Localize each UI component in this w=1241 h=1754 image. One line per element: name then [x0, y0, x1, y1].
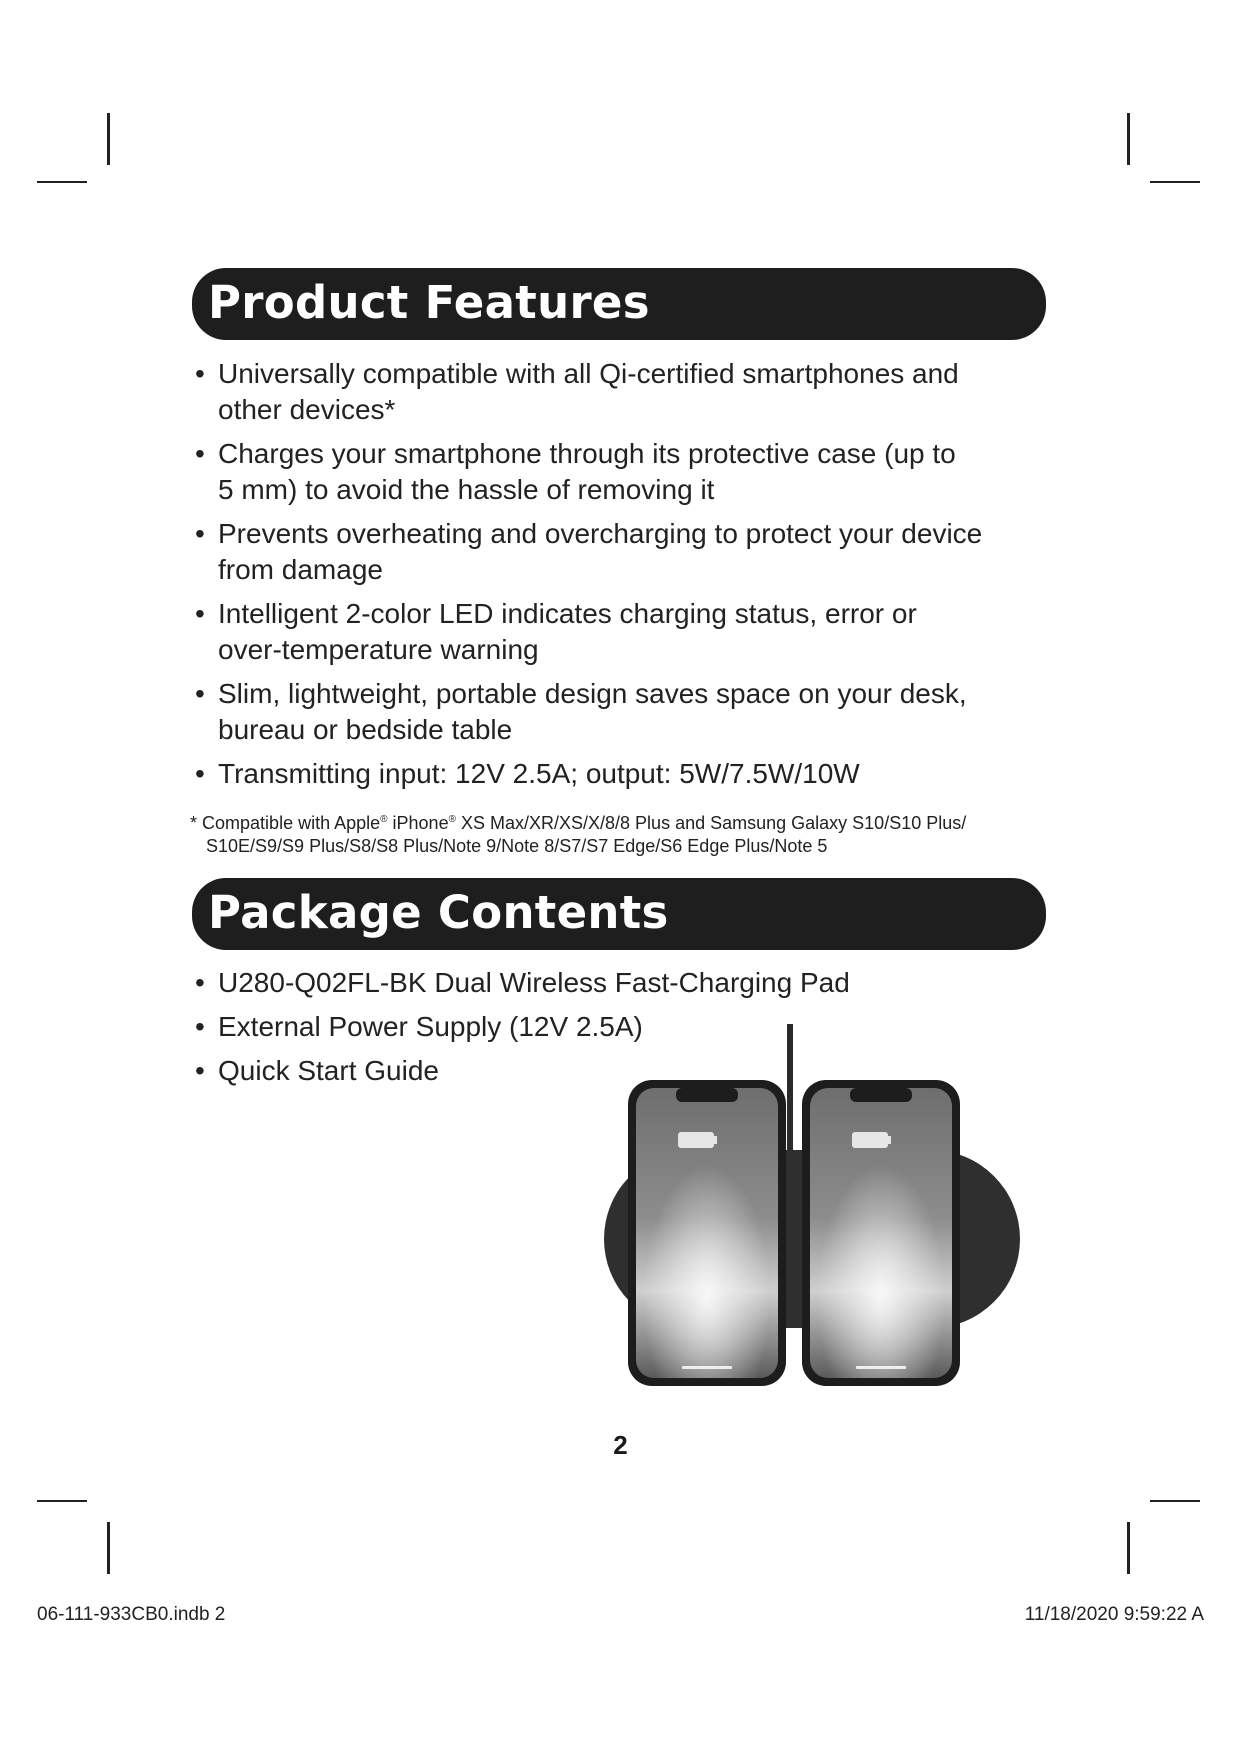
package-item: • External Power Supply (12V 2.5A) — [195, 1009, 850, 1045]
feature-item: • Universally compatible with all Qi-certified smartphones and other devices* — [195, 356, 982, 428]
compatibility-footnote: * Compatible with Apple® iPhone® XS Max/XR/XS/X/8/8 Plus and Samsung Galaxy S10/S10 Plus/ S10E/S9/S9 Plus/S8/S8 Plus/Note 9/Note 8/S7/S7 Edge/S6 Edge Plus/Note 5 — [190, 813, 967, 856]
package-item: • Quick Start Guide — [195, 1053, 850, 1089]
crop-mark — [1150, 1500, 1200, 1502]
crop-mark — [1127, 113, 1130, 165]
phone-right — [802, 1080, 960, 1386]
package-contents-banner — [192, 878, 1046, 950]
phone-left — [628, 1080, 786, 1386]
feature-item: • Transmitting input: 12V 2.5A; output: 5W/7.5W/10W — [195, 756, 982, 792]
feature-item: • Prevents overheating and overcharging to protect your device from damage — [195, 516, 982, 588]
product-features-banner — [192, 268, 1046, 340]
power-cable — [787, 1024, 793, 1164]
feature-item: • Charges your smartphone through its protective case (up to 5 mm) to avoid the hassle of removing it — [195, 436, 982, 508]
charging-pad-photo — [598, 1020, 1038, 1400]
crop-mark — [107, 1522, 110, 1574]
feature-item: • Intelligent 2-color LED indicates charging status, error or over-temperature warning — [195, 596, 982, 668]
crop-mark — [37, 181, 87, 183]
package-contents-heading: Package Contents — [208, 886, 669, 939]
package-item: • U280-Q02FL-BK Dual Wireless Fast-Charging Pad — [195, 965, 850, 1001]
page-number: 2 — [613, 1430, 628, 1460]
feature-item: • Slim, lightweight, portable design saves space on your desk, bureau or bedside table — [195, 676, 982, 748]
product-features-heading: Product Features — [208, 276, 650, 329]
crop-mark — [1150, 181, 1200, 183]
crop-mark — [107, 113, 110, 165]
crop-mark — [37, 1500, 87, 1502]
crop-mark — [1127, 1522, 1130, 1574]
print-slug-left: 06-111-933CB0.indb 2 — [37, 1604, 226, 1625]
features-list — [195, 356, 982, 792]
print-slug-right: 11/18/2020 9:59:22 A — [1024, 1604, 1204, 1625]
